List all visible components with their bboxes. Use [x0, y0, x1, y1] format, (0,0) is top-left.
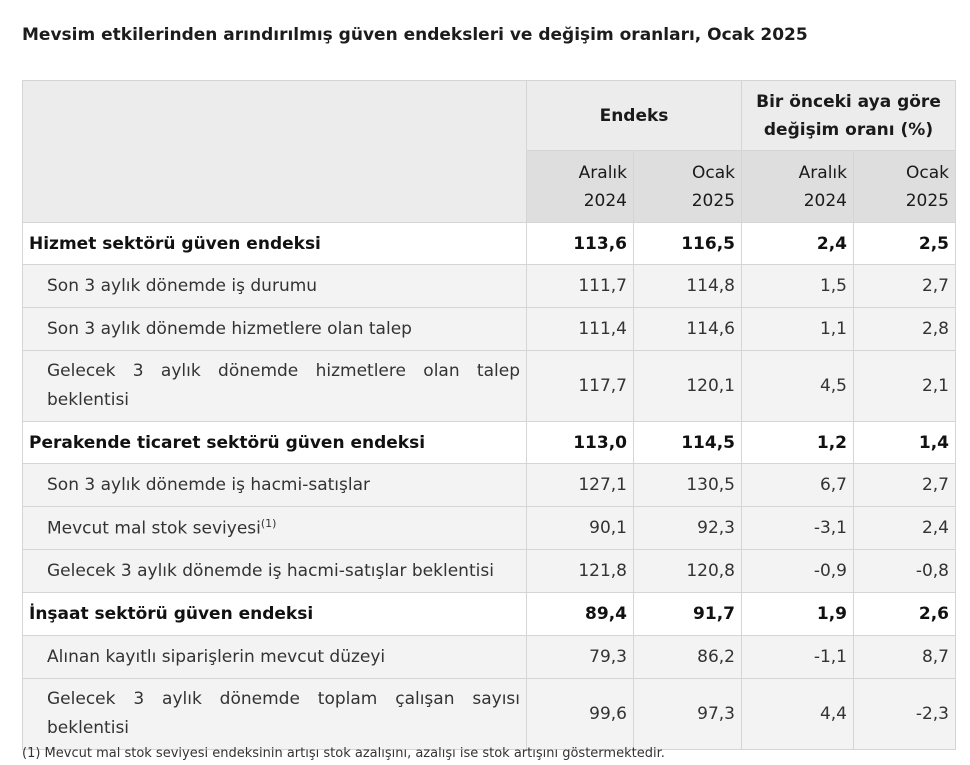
header-change-rate-line2: değişim oranı (%) [763, 119, 934, 140]
cell-value: 1,1 [742, 308, 854, 351]
cell-value: -1,1 [742, 636, 854, 679]
header-col-3 [742, 151, 854, 223]
row-label: Son 3 aylık dönemde iş hacmi-satışlar [23, 464, 527, 507]
row-label: İnşaat sektörü güven endeksi [23, 593, 527, 636]
header-year: 2025 [905, 190, 949, 211]
cell-value: 120,1 [634, 351, 742, 422]
table-row [23, 593, 956, 636]
cell-value: -3,1 [742, 507, 854, 550]
row-label: Son 3 aylık dönemde hizmetlere olan talep [23, 308, 527, 351]
cell-value: 113,6 [527, 223, 634, 265]
header-month: Aralık [578, 162, 627, 183]
cell-value: 90,1 [527, 507, 634, 550]
cell-value: 1,2 [742, 422, 854, 464]
cell-value: 2,7 [854, 464, 956, 507]
row-label: Gelecek 3 aylık dönemde hizmetlere olan talep beklentisi [23, 351, 527, 422]
cell-value: 86,2 [634, 636, 742, 679]
table-title: Mevsim etkilerinden arındırılmış güven endeksleri ve değişim oranları, Ocak 2025 [22, 25, 808, 45]
cell-value: 6,7 [742, 464, 854, 507]
table-row [23, 464, 956, 507]
header-year: 2024 [803, 190, 847, 211]
cell-value: 120,8 [634, 550, 742, 593]
table-row [23, 351, 956, 422]
cell-value: 4,4 [742, 679, 854, 750]
cell-value: 113,0 [527, 422, 634, 464]
header-endeks: Endeks [527, 81, 742, 151]
row-label [23, 507, 527, 550]
cell-value: 111,4 [527, 308, 634, 351]
cell-value: 4,5 [742, 351, 854, 422]
footnote-marker: (1) [260, 517, 277, 531]
cell-value: 97,3 [634, 679, 742, 750]
header-year: 2024 [583, 190, 627, 211]
table-row [23, 636, 956, 679]
table-row [23, 550, 956, 593]
cell-value: 1,4 [854, 422, 956, 464]
cell-value: 8,7 [854, 636, 956, 679]
cell-value: 114,6 [634, 308, 742, 351]
row-label-text: Mevcut mal stok seviyesi [47, 518, 261, 539]
cell-value: 2,8 [854, 308, 956, 351]
row-label: Alınan kayıtlı siparişlerin mevcut düzeyi [23, 636, 527, 679]
cell-value: 116,5 [634, 223, 742, 265]
row-label: Hizmet sektörü güven endeksi [23, 223, 527, 265]
table-row [23, 507, 956, 550]
row-label: Gelecek 3 aylık dönemde toplam çalışan sayısı beklentisi [23, 679, 527, 750]
table-row [23, 308, 956, 351]
table-row [23, 223, 956, 265]
header-month: Aralık [798, 162, 847, 183]
confidence-index-table [22, 80, 956, 750]
cell-value: -2,3 [854, 679, 956, 750]
row-label: Gelecek 3 aylık dönemde iş hacmi-satışlar beklentisi [23, 550, 527, 593]
cell-value: 114,8 [634, 265, 742, 308]
header-col-1 [527, 151, 634, 223]
cell-value: 2,5 [854, 223, 956, 265]
cell-value: 2,4 [742, 223, 854, 265]
cell-value: 111,7 [527, 265, 634, 308]
cell-value: 2,4 [854, 507, 956, 550]
cell-value: 1,5 [742, 265, 854, 308]
table-row [23, 422, 956, 464]
cell-value: 2,6 [854, 593, 956, 636]
header-change-rate [742, 81, 956, 151]
footnote: (1) Mevcut mal stok seviyesi endeksinin artışı stok azalışını, azalışı ise stok artışını göstermektedir. [22, 746, 665, 761]
cell-value: 127,1 [527, 464, 634, 507]
header-col-2 [634, 151, 742, 223]
header-month: Ocak [906, 162, 949, 183]
row-label: Son 3 aylık dönemde iş durumu [23, 265, 527, 308]
header-month: Ocak [692, 162, 735, 183]
cell-value: 2,7 [854, 265, 956, 308]
row-label: Perakende ticaret sektörü güven endeksi [23, 422, 527, 464]
header-col-4 [854, 151, 956, 223]
cell-value: 99,6 [527, 679, 634, 750]
cell-value: 89,4 [527, 593, 634, 636]
cell-value: 2,1 [854, 351, 956, 422]
cell-value: 130,5 [634, 464, 742, 507]
table-row [23, 679, 956, 750]
cell-value: 1,9 [742, 593, 854, 636]
cell-value: -0,8 [854, 550, 956, 593]
cell-value: 79,3 [527, 636, 634, 679]
cell-value: 92,3 [634, 507, 742, 550]
header-change-rate-line1: Bir önceki aya göre [756, 91, 941, 112]
cell-value: 117,7 [527, 351, 634, 422]
cell-value: 121,8 [527, 550, 634, 593]
cell-value: -0,9 [742, 550, 854, 593]
header-year: 2025 [691, 190, 735, 211]
header-blank-cell [23, 81, 527, 223]
cell-value: 114,5 [634, 422, 742, 464]
cell-value: 91,7 [634, 593, 742, 636]
table-row [23, 265, 956, 308]
